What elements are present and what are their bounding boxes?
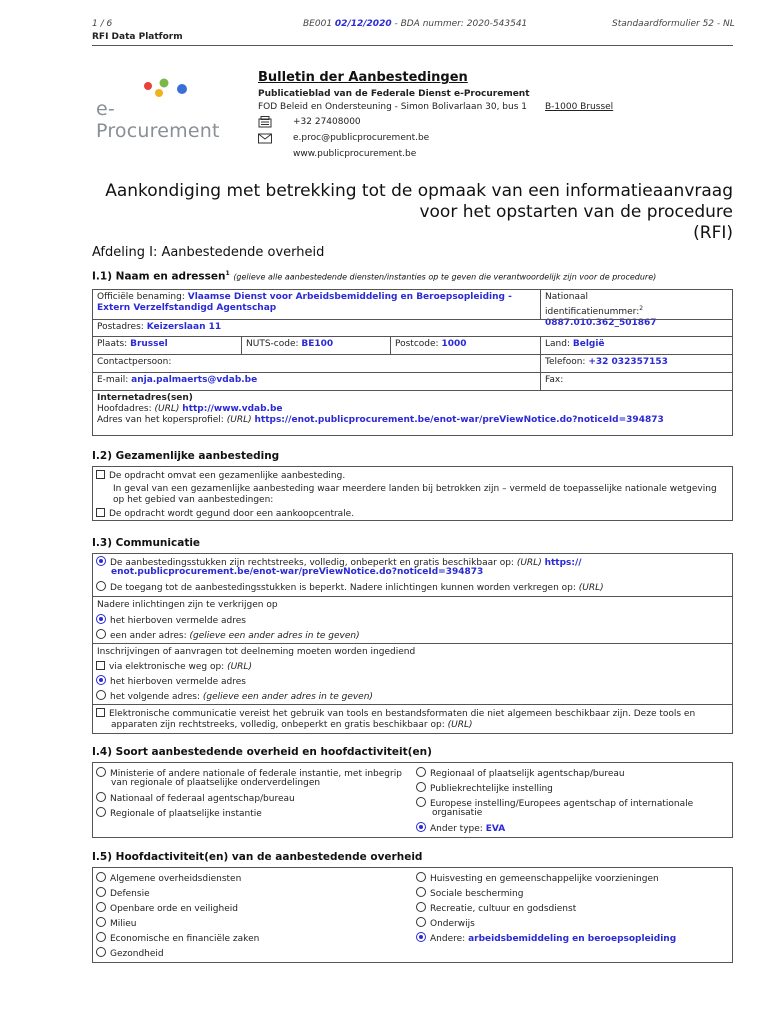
- radio-icon[interactable]: [416, 767, 426, 777]
- joint-procurement-box: De opdracht omvat een gezamenlijke aanbesteding. In geval van een gezamenlijke aanbesteding waar meerdere landen bij betrokken zijn – vermeld de toepasselijke nationale wetgeving op het gebied van aanbestedingen: De opdracht wordt gegund door een aankoopcentrale.: [92, 466, 733, 521]
- activity-option-left[interactable]: Openbare orde en veiligheid: [96, 902, 238, 915]
- main-address-row: Hoofdadres: (URL) http://www.vdab.be: [97, 404, 283, 414]
- logo-dot-red: [144, 82, 152, 90]
- activity-option-right[interactable]: Recreatie, cultuur en godsdienst: [416, 902, 576, 915]
- main-address-link[interactable]: http://www.vdab.be: [182, 404, 283, 414]
- further-info-box: Nadere inlichtingen zijn te verkrijgen op het hierboven vermelde adres een ander adres: (gelieve een ander adres in te geven): [92, 596, 733, 644]
- section-heading: Afdeling I: Aanbestedende overheid: [92, 245, 325, 260]
- logo-text: e-Procurement: [96, 98, 220, 142]
- submit-above-address-option[interactable]: het hierboven vermelde adres: [96, 675, 246, 688]
- radio-icon[interactable]: [96, 581, 106, 591]
- logo-dot-green: [160, 79, 169, 88]
- publisher-subtitle: Publicatieblad van de Federale Dienst e-Procurement: [258, 89, 530, 99]
- radio-icon[interactable]: [96, 690, 106, 700]
- radio-selected-icon[interactable]: [416, 822, 426, 832]
- postal-address-field: Postadres: Keizerslaan 11: [92, 319, 733, 337]
- logo-dot-blue: [177, 84, 187, 94]
- radio-icon[interactable]: [96, 902, 106, 912]
- electronic-tools-box: Elektronische communicatie vereist het gebruik van tools en bestandsformaten die niet algemeen beschikbaar zijn. Deze tools en apparaten zijn rechtstreeks, volledig, onbeperkt en gratis beschikbaar op: (URL): [92, 704, 733, 734]
- email-field: E-mail: anja.palmaerts@vdab.be: [92, 372, 541, 391]
- header-divider: [92, 45, 733, 46]
- radio-icon[interactable]: [96, 792, 106, 802]
- activity-option-left[interactable]: Gezondheid: [96, 947, 164, 960]
- radio-icon[interactable]: [416, 917, 426, 927]
- radio-icon[interactable]: [96, 807, 106, 817]
- central-purchasing-option[interactable]: De opdracht wordt gegund door een aankoopcentrale.: [96, 508, 354, 520]
- radio-icon[interactable]: [96, 887, 106, 897]
- platform-name: RFI Data Platform: [92, 32, 183, 42]
- radio-icon[interactable]: [96, 872, 106, 882]
- subsection-heading-i4: I.4) Soort aanbestedende overheid en hoofdactiviteit(en): [92, 746, 432, 758]
- checkbox-icon[interactable]: [96, 708, 105, 717]
- authority-type-regional-agency[interactable]: Regionaal of plaatselijk agentschap/bureau: [416, 767, 625, 780]
- checkbox-icon[interactable]: [96, 508, 105, 517]
- notice-date: 02/12/2020: [334, 19, 392, 29]
- subsection-heading-i3: I.3) Communicatie: [92, 537, 201, 549]
- activity-option-right[interactable]: Onderwijs: [416, 917, 475, 930]
- form-name: Standaardformulier 52 - NL: [612, 19, 735, 29]
- buyer-profile-link[interactable]: https://enot.publicprocurement.be/enot-war/preViewNotice.do?noticeId=394873: [254, 415, 664, 425]
- page-number: 1 / 6: [92, 19, 113, 29]
- national-id-field: Nationaal identificatienummer:$^2$ 0887.010.362_501867: [540, 289, 733, 320]
- electronic-tools-option[interactable]: Elektronische communicatie vereist het gebruik van tools en bestandsformaten die niet algemeen beschikbaar zijn. Deze tools en: [96, 708, 695, 720]
- radio-selected-icon[interactable]: [96, 614, 106, 624]
- submit-following-address-option[interactable]: het volgende adres: (gelieve een ander adres in te geven): [96, 690, 373, 703]
- activity-option-other[interactable]: Andere: arbeidsbemiddeling en beroepsopleiding: [416, 932, 676, 945]
- radio-icon[interactable]: [416, 887, 426, 897]
- info-above-address-option[interactable]: het hierboven vermelde adres: [96, 614, 246, 627]
- logo-dot-yellow: [155, 89, 163, 97]
- activity-option-left[interactable]: Economische en financiële zaken: [96, 932, 259, 945]
- joint-procurement-option[interactable]: De opdracht omvat een gezamenlijke aanbesteding.: [96, 470, 345, 482]
- radio-icon[interactable]: [96, 629, 106, 639]
- subsection-heading-i1: I.1) Naam en adressen$^1$ (gelieve alle aanbestedende diensten/instanties op te geven die verantwoordelijk zijn voor de procedure): [92, 270, 657, 283]
- authority-type-regional[interactable]: Regionale of plaatselijke instantie: [96, 807, 262, 820]
- nuts-code-field: NUTS-code: BE100: [241, 336, 391, 355]
- official-name-field: Officiële benaming: Vlaamse Dienst voor Arbeidsbemiddeling en Beroepsopleiding - Extern Verzelfstandigd Agentschap: [92, 289, 541, 320]
- publisher-phone: +32 27408000: [293, 117, 361, 127]
- radio-icon[interactable]: [416, 872, 426, 882]
- publisher-title: Bulletin der Aanbestedingen: [258, 70, 468, 85]
- postcode-field: Postcode: 1000: [390, 336, 541, 355]
- subsection-heading-i5: I.5) Hoofdactiviteit(en) van de aanbestedende overheid: [92, 851, 423, 863]
- publisher-city: B-1000 Brussel: [545, 102, 614, 112]
- publisher-address: FOD Beleid en Ondersteuning - Simon Bolivarlaan 30, bus 1: [258, 102, 528, 112]
- radio-icon[interactable]: [416, 902, 426, 912]
- phone-fax-icon: [258, 116, 272, 128]
- activity-option-left[interactable]: Defensie: [96, 887, 150, 900]
- phone-field: Telefoon: +32 032357153: [540, 354, 733, 373]
- publisher-email[interactable]: e.proc@publicprocurement.be: [293, 133, 430, 143]
- notice-reference: BE001 02/12/2020 - BDA nummer: 2020-543541: [303, 19, 528, 29]
- info-other-address-option[interactable]: een ander adres: (gelieve een ander adres in te geven): [96, 629, 360, 642]
- authority-type-european[interactable]: Europese instelling/Europees agentschap of internationale: [416, 797, 693, 810]
- activity-option-right[interactable]: Sociale bescherming: [416, 887, 523, 900]
- docs-free-option[interactable]: De aanbestedingsstukken zijn rechtstreeks, volledig, onbeperkt en gratis beschikbaar op: (URL) https://: [96, 556, 582, 569]
- authority-type-other[interactable]: Ander type: EVA: [416, 822, 505, 835]
- submit-electronic-option[interactable]: via elektronische weg op: (URL): [96, 661, 252, 673]
- radio-icon[interactable]: [416, 797, 426, 807]
- envelope-icon: [258, 133, 272, 144]
- publisher-website[interactable]: www.publicprocurement.be: [293, 149, 417, 159]
- contact-person-field: Contactpersoon:: [92, 354, 541, 373]
- radio-icon[interactable]: [416, 782, 426, 792]
- authority-type-public-law[interactable]: Publiekrechtelijke instelling: [416, 782, 553, 795]
- e-procurement-logo: [96, 78, 226, 142]
- authority-type-ministry[interactable]: Ministerie of andere nationale of federale instantie, met inbegrip: [96, 767, 402, 780]
- notice-title: Aankondiging met betrekking tot de opmaak van een informatieaanvraag voor het opstarten van de procedure (RFI): [105, 181, 733, 243]
- activity-option-left[interactable]: Algemene overheidsdiensten: [96, 872, 241, 885]
- radio-selected-icon[interactable]: [96, 556, 106, 566]
- documents-access-box: [92, 553, 733, 597]
- radio-icon[interactable]: [96, 947, 106, 957]
- activity-option-right[interactable]: Huisvesting en gemeenschappelijke voorzieningen: [416, 872, 659, 885]
- authority-type-national-agency[interactable]: Nationaal of federaal agentschap/bureau: [96, 792, 295, 805]
- subsection-heading-i2: I.2) Gezamenlijke aanbesteding: [92, 450, 280, 462]
- radio-selected-icon[interactable]: [416, 932, 426, 942]
- authority-type-box: Ministerie of andere nationale of federale instantie, met inbegrip van regionale of plaatselijke onderverdelingen Nationaal of federaal agentschap/bureau Regionale of plaatselijke instantie Regionaal of plaatselijk agentschap/bureau Publiekrechtelijke instelling Europese instelling/Europees agentschap of internationale organisatie Ander type: EVA: [92, 762, 733, 838]
- docs-restricted-option[interactable]: De toegang tot de aanbestedingsstukken is beperkt. Nadere inlichtingen kunnen worden verkregen op: (URL): [96, 581, 604, 594]
- radio-icon[interactable]: [96, 917, 106, 927]
- fax-field: Fax:: [540, 372, 733, 391]
- activity-option-left[interactable]: Milieu: [96, 917, 137, 930]
- buyer-profile-row: Adres van het kopersprofiel: (URL) https://enot.publicprocurement.be/enot-war/preViewNotice.do?noticeId=394873: [97, 415, 664, 425]
- radio-icon[interactable]: [96, 932, 106, 942]
- submission-box: Inschrijvingen of aanvragen tot deelneming moeten worden ingediend via elektronische weg op: (URL) het hierboven vermelde adres het volgende adres: (gelieve een ander adres in te geven): [92, 643, 733, 705]
- radio-icon[interactable]: [96, 767, 106, 777]
- docs-url-link[interactable]: enot.publicprocurement.be/enot-war/preViewNotice.do?noticeId=394873: [111, 567, 484, 577]
- checkbox-icon[interactable]: [96, 470, 105, 479]
- country-field: Land: België: [540, 336, 733, 355]
- city-field: Plaats: Brussel: [92, 336, 242, 355]
- radio-selected-icon[interactable]: [96, 675, 106, 685]
- checkbox-icon[interactable]: [96, 661, 105, 670]
- internet-addresses-field: Internetadres(sen) Hoofdadres: (URL) http://www.vdab.be Adres van het kopersprofiel: (URL) https://enot.publicprocurement.be/enot-war/preViewNotice.do?noticeId=394873: [92, 390, 733, 436]
- main-activity-box: [92, 867, 733, 963]
